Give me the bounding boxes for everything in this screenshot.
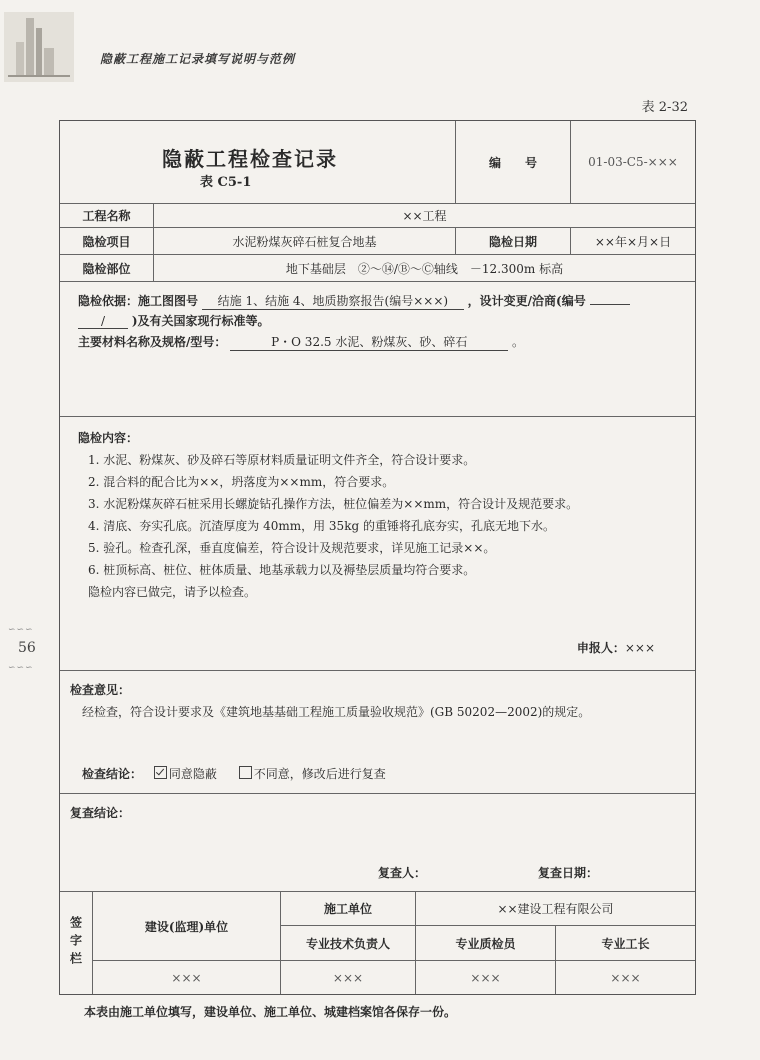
foreman-signature: ××× bbox=[555, 960, 695, 994]
signature-section bbox=[60, 892, 695, 994]
foreman-label: 专业工长 bbox=[555, 926, 695, 960]
rechecker-label: 复查人： bbox=[378, 866, 427, 880]
location-label: 隐检部位 bbox=[82, 261, 131, 276]
opinion-section bbox=[60, 671, 695, 794]
supervision-signature: ××× bbox=[93, 960, 280, 994]
applicant-line bbox=[577, 639, 655, 656]
page-ornament-bottom: ∽∽∽ bbox=[8, 663, 34, 673]
sign-column-label: 签字栏 bbox=[68, 916, 83, 970]
supervision-unit-label: 建设(监理)单位 bbox=[144, 919, 229, 934]
content-label: 隐检内容： bbox=[78, 431, 139, 445]
content-section bbox=[60, 417, 695, 671]
content-item-7: 隐检内容已做完，请予以检查。 bbox=[88, 585, 257, 599]
materials-line: 主要材料名称及规格/型号： P・O 32.5 水泥、粉煤灰、砂、碎石 。 bbox=[78, 335, 525, 349]
date-value: ××年×月×日 bbox=[570, 228, 695, 254]
materials-label: 主要材料名称及规格/型号： bbox=[78, 335, 227, 349]
qc-label: 专业质检员 bbox=[415, 926, 555, 960]
applicant-label: 申报人： bbox=[576, 641, 625, 655]
inspection-form bbox=[59, 120, 696, 995]
materials-value: P・O 32.5 水泥、粉煤灰、砂、碎石 bbox=[230, 333, 508, 351]
item-value: 水泥粉煤灰碎石桩复合地基 bbox=[153, 228, 455, 254]
conclusion-line bbox=[82, 765, 386, 782]
agree-label: 同意隐蔽 bbox=[168, 767, 217, 781]
applicant-value: ××× bbox=[624, 641, 655, 655]
footnote: 本表由施工单位填写，建设单位、施工单位、城建档案馆各保存一份。 bbox=[84, 1005, 457, 1019]
location-row bbox=[60, 255, 695, 282]
tech-lead-label: 专业技术负责人 bbox=[280, 926, 415, 960]
content-item-3: 3. 水泥粉煤灰碎石桩采用长螺旋钻孔操作方法，桩位偏差为××mm，符合设计及规范要求。 bbox=[88, 497, 579, 511]
content-item-5: 5. 验孔。检查孔深，垂直度偏差，符合设计及规范要求，详见施工记录××。 bbox=[88, 541, 496, 555]
content-item-6: 6. 桩顶标高、桩位、桩体质量、地基承载力以及褥垫层质量均符合要求。 bbox=[88, 563, 476, 577]
building-logo-icon bbox=[4, 12, 74, 82]
basis-line-1: 隐检依据：施工图图号 结施 1、结施 4、地质勘察报告(编号×××) ，设计变更/洽商(编号 bbox=[78, 292, 630, 310]
item-row bbox=[60, 228, 695, 255]
date-label: 隐检日期 bbox=[455, 228, 570, 254]
number-label: 编 号 bbox=[455, 121, 570, 203]
basis-drawings: 结施 1、结施 4、地质勘察报告(编号×××) bbox=[202, 292, 464, 310]
recheck-section bbox=[60, 794, 695, 892]
disagree-checkbox[interactable] bbox=[239, 766, 252, 779]
content-item-4: 4. 清底、夯实孔底。沉渣厚度为 40mm，用 35kg 的重锤将孔底夯实，孔底无地下水。 bbox=[88, 519, 555, 533]
project-name-row bbox=[60, 204, 695, 228]
basis-change-value: / bbox=[78, 314, 128, 329]
recheck-date-label: 复查日期： bbox=[538, 866, 599, 880]
number-value: 01-03-C5-××× bbox=[570, 121, 695, 203]
opinion-label: 检查意见： bbox=[70, 683, 131, 697]
qc-signature: ××× bbox=[415, 960, 555, 994]
construction-unit-label: 施工单位 bbox=[280, 892, 415, 926]
item-label: 隐检项目 bbox=[82, 234, 131, 249]
recheck-label: 复查结论： bbox=[70, 806, 131, 820]
content-item-1: 1. 水泥、粉煤灰、砂及碎石等原材料质量证明文件齐全，符合设计要求。 bbox=[88, 453, 476, 467]
opinion-text: 经检查，符合设计要求及《建筑地基基础工程施工质量验收规范》(GB 50202—2002)的规定。 bbox=[82, 705, 591, 719]
basis-line-2: / )及有关国家现行标准等。 bbox=[78, 312, 270, 329]
conclusion-label: 检查结论： bbox=[82, 767, 143, 781]
project-name-value: ××工程 bbox=[153, 204, 695, 227]
page-header bbox=[0, 0, 760, 100]
agree-checkbox[interactable] bbox=[154, 766, 167, 779]
tech-lead-signature: ××× bbox=[280, 960, 415, 994]
disagree-label: 不同意，修改后进行复查 bbox=[253, 767, 386, 781]
basis-section bbox=[60, 282, 695, 417]
location-value: 地下基础层 ②～⑭/Ⓑ～Ⓒ轴线 －12.300m 标高 bbox=[153, 255, 695, 281]
construction-unit-value: ××建设工程有限公司 bbox=[415, 892, 695, 926]
form-title: 隐蔽工程检查记录 bbox=[162, 147, 338, 171]
running-header: 隐蔽工程施工记录填写说明与范例 bbox=[100, 52, 296, 66]
page-number: 56 bbox=[18, 640, 36, 656]
form-title-row bbox=[60, 121, 695, 204]
content-item-2: 2. 混合料的配合比为××，坍落度为××mm，符合要求。 bbox=[88, 475, 395, 489]
table-number: 表 2-32 bbox=[641, 100, 688, 115]
form-subtitle: 表 C5-1 bbox=[200, 175, 252, 190]
page-ornament-top: ∽∽∽ bbox=[8, 625, 34, 635]
supervision-column bbox=[92, 892, 280, 994]
project-name-label: 工程名称 bbox=[82, 209, 131, 223]
